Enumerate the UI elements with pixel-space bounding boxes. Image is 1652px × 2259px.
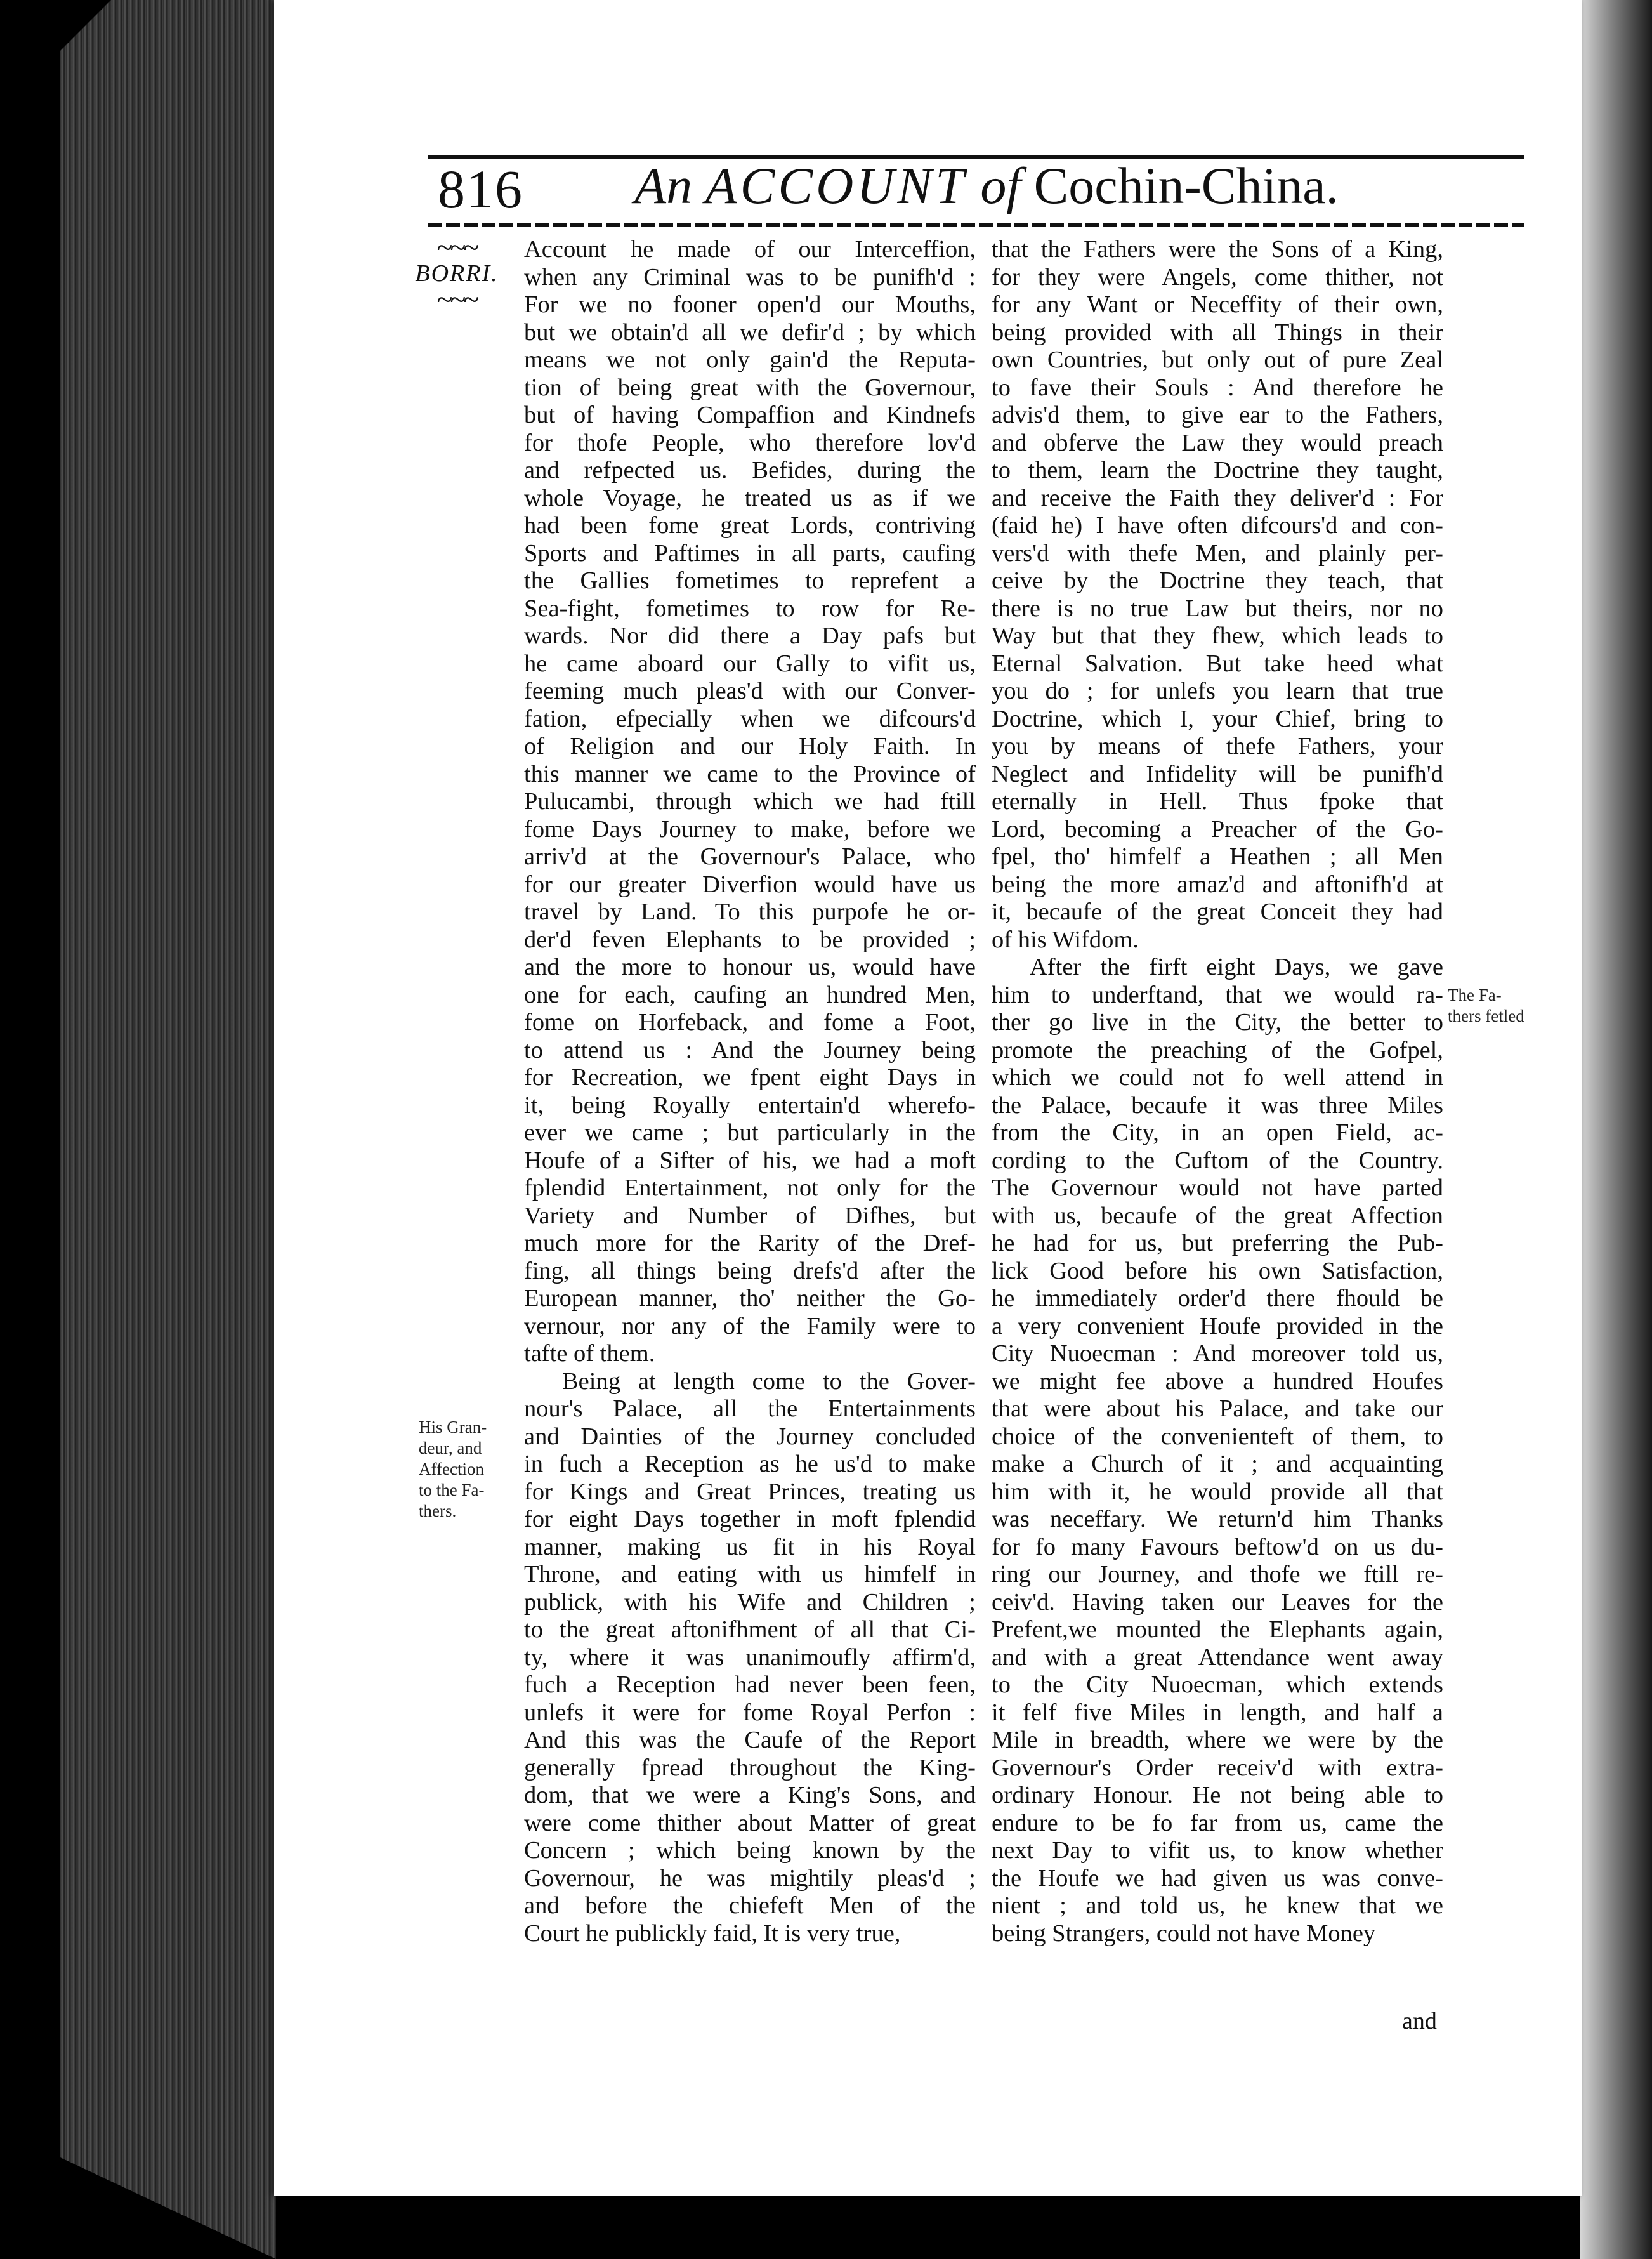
text-line: arriv'd at the Governour's Palace, who xyxy=(524,843,976,870)
text-line: for eight Days together in moft fplendid xyxy=(524,1506,976,1532)
text-line: and obferve the Law they would preach xyxy=(992,429,1443,456)
text-line: we might fee above a hundred Houfes xyxy=(992,1367,1443,1395)
text-line: for thofe People, who therefore lov'd xyxy=(524,429,976,456)
text-line: Lord, becoming a Preacher of the Go- xyxy=(992,815,1443,843)
margin-note-line: thers fetled xyxy=(1448,1006,1524,1025)
text-line: Mile in breadth, where we were by the xyxy=(992,1727,1443,1753)
title-prefix: An xyxy=(634,157,693,214)
text-line: promote the preaching of the Gofpel, xyxy=(992,1036,1443,1064)
text-line: of his Wifdom. xyxy=(992,926,1139,953)
text-line: fuch a Reception had never been feen, xyxy=(524,1671,976,1698)
text-line: Neglect and Infidelity will be punifh'd xyxy=(992,760,1443,787)
text-line: the Gallies fometimes to reprefent a xyxy=(524,567,976,594)
text-line: City Nuoecman : And moreover told us, xyxy=(992,1340,1443,1367)
text-line: fplendid Entertainment, not only for the xyxy=(524,1175,976,1201)
text-line: him to underftand, that we would ra- xyxy=(992,981,1443,1008)
margin-note-line: to the Fa- xyxy=(419,1480,485,1499)
text-line: The Governour would not have parted xyxy=(992,1175,1443,1201)
text-line: Governour, he was mightily pleas'd ; xyxy=(524,1864,976,1892)
text-line: generally fpread throughout the King- xyxy=(524,1754,976,1781)
text-line: he had for us, but preferring the Pub- xyxy=(992,1230,1443,1256)
text-line: And this was the Caufe of the Report xyxy=(524,1727,976,1753)
text-line: vers'd with thefe Men, and plainly per- xyxy=(992,539,1443,567)
text-line: dom, that we were a King's Sons, and xyxy=(524,1782,976,1808)
text-line: ring our Journey, and thofe we ftill re- xyxy=(992,1561,1443,1588)
text-line: cording to the Cuftom of the Country. xyxy=(992,1147,1443,1174)
text-line: whole Voyage, he treated us as if we xyxy=(524,484,976,511)
text-line: from the City, in an open Field, ac- xyxy=(992,1119,1443,1146)
text-line: were come thither about Matter of great xyxy=(524,1809,976,1836)
text-line: tion of being great with the Governour, xyxy=(524,374,976,401)
book-page-edges xyxy=(60,0,276,2259)
text-line: for our greater Diverfion would have us xyxy=(524,871,976,898)
text-line: fome on Horfeback, and fome a Foot, xyxy=(524,1009,976,1036)
text-line: for Recreation, we fpent eight Days in xyxy=(524,1064,976,1091)
text-line: Sea-fight, fometimes to row for Re- xyxy=(524,595,976,622)
text-line: next Day to vifit us, to know whether xyxy=(992,1837,1443,1864)
text-line: (faid he) I have often difcours'd and con- xyxy=(992,512,1443,539)
text-line: own Countries, but only out of pure Zeal xyxy=(992,346,1443,373)
text-line: lick Good before his own Satisfaction, xyxy=(992,1257,1443,1284)
text-line: of Religion and our Holy Faith. In xyxy=(524,733,976,760)
text-line: Sports and Paftimes in all parts, caufing xyxy=(524,539,976,567)
text-line: it, becaufe of the great Conceit they had xyxy=(992,899,1443,925)
text-line: unlefs it were for fome Royal Perfon : xyxy=(524,1699,976,1726)
text-line: ceive by the Doctrine they teach, that xyxy=(992,567,1443,594)
text-line: and before the chiefeft Men of the xyxy=(524,1892,976,1919)
text-line: Court he publickly faid, It is very true, xyxy=(524,1920,901,1947)
text-line: being the more amaz'd and aftonifh'd at xyxy=(992,871,1443,898)
text-line: fpel, tho' himfelf a Heathen ; all Men xyxy=(992,843,1443,870)
text-line: being Strangers, could not have Money xyxy=(992,1920,1376,1947)
margin-note-line: His Gran- xyxy=(419,1418,487,1437)
text-line: and the more to honour us, would have xyxy=(524,954,976,980)
text-line: fing, all things being drefs'd after the xyxy=(524,1257,976,1284)
text-line: for any Want or Neceffity of their own, xyxy=(992,291,1443,318)
text-line: For we no fooner open'd our Mouths, xyxy=(524,291,976,318)
text-line: Governour's Order receiv'd with extra- xyxy=(992,1754,1443,1781)
text-line: he immediately order'd there fhould be xyxy=(992,1285,1443,1312)
text-line: Throne, and eating with us himfelf in xyxy=(524,1561,976,1588)
text-line: choice of the convenienteft of them, to xyxy=(992,1423,1443,1450)
text-line: you do ; for unlefs you learn that true xyxy=(992,678,1443,704)
text-line: in fuch a Reception as he us'd to make xyxy=(524,1451,976,1477)
text-line: Way but that they fhew, which leads to xyxy=(992,622,1443,649)
margin-note-line: deur, and xyxy=(419,1439,482,1458)
text-line: der'd feven Elephants to be provided ; xyxy=(524,926,976,953)
text-line: when any Criminal was to be punifh'd : xyxy=(524,263,976,291)
text-line: endure to be fo far from us, came the xyxy=(992,1809,1443,1836)
text-line: feeming much pleas'd with our Conver- xyxy=(524,678,976,704)
title-place: Cochin-China. xyxy=(1033,157,1339,214)
text-line: means we not only gain'd the Reputa- xyxy=(524,346,976,373)
catchword: and xyxy=(1402,2008,1437,2034)
text-line: Account he made of our Interceffion, xyxy=(524,236,976,263)
running-author: BORRI. xyxy=(415,260,499,287)
text-line: Prefent,we mounted the Elephants again, xyxy=(992,1616,1443,1643)
text-line: that were about his Palace, and take our xyxy=(992,1395,1443,1422)
text-line: had been fome great Lords, contriving xyxy=(524,512,976,539)
text-line: Being at length come to the Gover- xyxy=(562,1367,976,1395)
text-line: there is no true Law but theirs, nor no xyxy=(992,595,1443,622)
text-line: a very convenient Houfe provided in the xyxy=(992,1312,1443,1340)
text-line: to the great aftonifhment of all that Ci- xyxy=(524,1616,976,1643)
text-line: but of having Compaffion and Kindnefs xyxy=(524,402,976,428)
text-line: the Palace, becaufe it was three Miles xyxy=(992,1091,1443,1119)
text-line: travel by Land. To this purpofe he or- xyxy=(524,899,976,925)
text-line: European manner, tho' neither the Go- xyxy=(524,1285,976,1312)
margin-note-left xyxy=(419,1417,514,1522)
text-line: publick, with his Wife and Children ; xyxy=(524,1588,976,1616)
text-line: ordinary Honour. He not being able to xyxy=(992,1782,1443,1808)
book-right-edge xyxy=(1580,0,1652,2259)
text-line: but we obtain'd all we defir'd ; by which xyxy=(524,319,976,346)
ornament-bottom: ~~~ xyxy=(436,283,477,315)
text-line: was neceffary. We return'd him Thanks xyxy=(992,1506,1443,1532)
text-line: you by means of thefe Fathers, your xyxy=(992,733,1443,760)
margin-note-right xyxy=(1448,985,1549,1027)
text-line: tafte of them. xyxy=(524,1340,655,1367)
text-line: and with a great Attendance went away xyxy=(992,1643,1443,1671)
text-line: manner, making us fit in his Royal xyxy=(524,1533,976,1560)
text-line: to attend us : And the Journey being xyxy=(524,1036,976,1064)
text-line: to them, learn the Doctrine they taught, xyxy=(992,457,1443,484)
text-line: that the Fathers were the Sons of a King, xyxy=(992,236,1443,263)
text-line: it, being Royally entertain'd wherefo- xyxy=(524,1091,976,1119)
ornament-top: ~~~ xyxy=(436,231,477,263)
text-line: Doctrine, which I, your Chief, bring to xyxy=(992,705,1443,732)
text-line: this manner we came to the Province of xyxy=(524,760,976,787)
text-line: nour's Palace, all the Entertainments xyxy=(524,1395,976,1422)
text-line: being provided with all Things in their xyxy=(992,319,1443,346)
text-line: fome Days Journey to make, before we xyxy=(524,815,976,843)
text-line: with us, becaufe of the great Affection xyxy=(992,1202,1443,1229)
title-main: ACCOUNT xyxy=(705,157,967,214)
text-line: Pulucambi, through which we had ftill xyxy=(524,788,976,815)
text-line: Concern ; which being known by the xyxy=(524,1837,976,1864)
text-column-left xyxy=(524,236,976,1947)
text-line: ever we came ; but particularly in the xyxy=(524,1119,976,1146)
text-line: for Kings and Great Princes, treating us xyxy=(524,1478,976,1505)
text-line: eternally in Hell. Thus fpoke that xyxy=(992,788,1443,815)
text-line: and Dainties of the Journey concluded xyxy=(524,1423,976,1450)
header-rule-bottom xyxy=(428,223,1524,227)
page-number: 816 xyxy=(438,159,523,220)
text-line: for fo many Favours beftow'd on us du- xyxy=(992,1533,1443,1560)
text-line: and refpected us. Befides, during the xyxy=(524,457,976,484)
text-line: one for each, caufing an hundred Men, xyxy=(524,981,976,1008)
text-line: much more for the Rarity of the Dref- xyxy=(524,1230,976,1256)
text-line: it felf five Miles in length, and half a xyxy=(992,1699,1443,1726)
text-line: Eternal Salvation. But take heed what xyxy=(992,650,1443,677)
text-column-right xyxy=(992,236,1443,1947)
margin-note-line: Affection xyxy=(419,1459,484,1479)
margin-author-block xyxy=(406,231,508,315)
text-line: ceiv'd. Having taken our Leaves for the xyxy=(992,1588,1443,1616)
margin-note-line: The Fa- xyxy=(1448,985,1502,1004)
text-line: wards. Nor did there a Day pafs but xyxy=(524,622,976,649)
running-title xyxy=(634,156,1383,216)
text-line: him with it, he would provide all that xyxy=(992,1478,1443,1505)
text-line: ther go live in the City, the better to xyxy=(992,1009,1443,1036)
margin-note-line: thers. xyxy=(419,1501,457,1520)
text-line: to the City Nuoecman, which extends xyxy=(992,1671,1443,1698)
text-line: advis'd them, to give ear to the Fathers, xyxy=(992,402,1443,428)
text-line: vernour, nor any of the Family were to xyxy=(524,1312,976,1340)
text-line: the Houfe we had given us was conve- xyxy=(992,1864,1443,1892)
text-line: which we could not fo well attend in xyxy=(992,1064,1443,1091)
text-line: Variety and Number of Difhes, but xyxy=(524,1202,976,1229)
title-of: of xyxy=(980,157,1021,214)
text-line: Houfe of a Sifter of his, we had a moft xyxy=(524,1147,976,1174)
text-line: for they were Angels, come thither, not xyxy=(992,263,1443,291)
text-line: nient ; and told us, he knew that we xyxy=(992,1892,1443,1919)
text-line: make a Church of it ; and acquainting xyxy=(992,1451,1443,1477)
text-line: After the firft eight Days, we gave xyxy=(1030,954,1443,980)
text-line: to fave their Souls : And therefore he xyxy=(992,374,1443,401)
text-line: he came aboard our Gally to vifit us, xyxy=(524,650,976,677)
text-line: and receive the Faith they deliver'd : For xyxy=(992,484,1443,511)
text-line: fation, efpecially when we difcours'd xyxy=(524,705,976,732)
text-line: ty, where it was unanimoufly affirm'd, xyxy=(524,1643,976,1671)
